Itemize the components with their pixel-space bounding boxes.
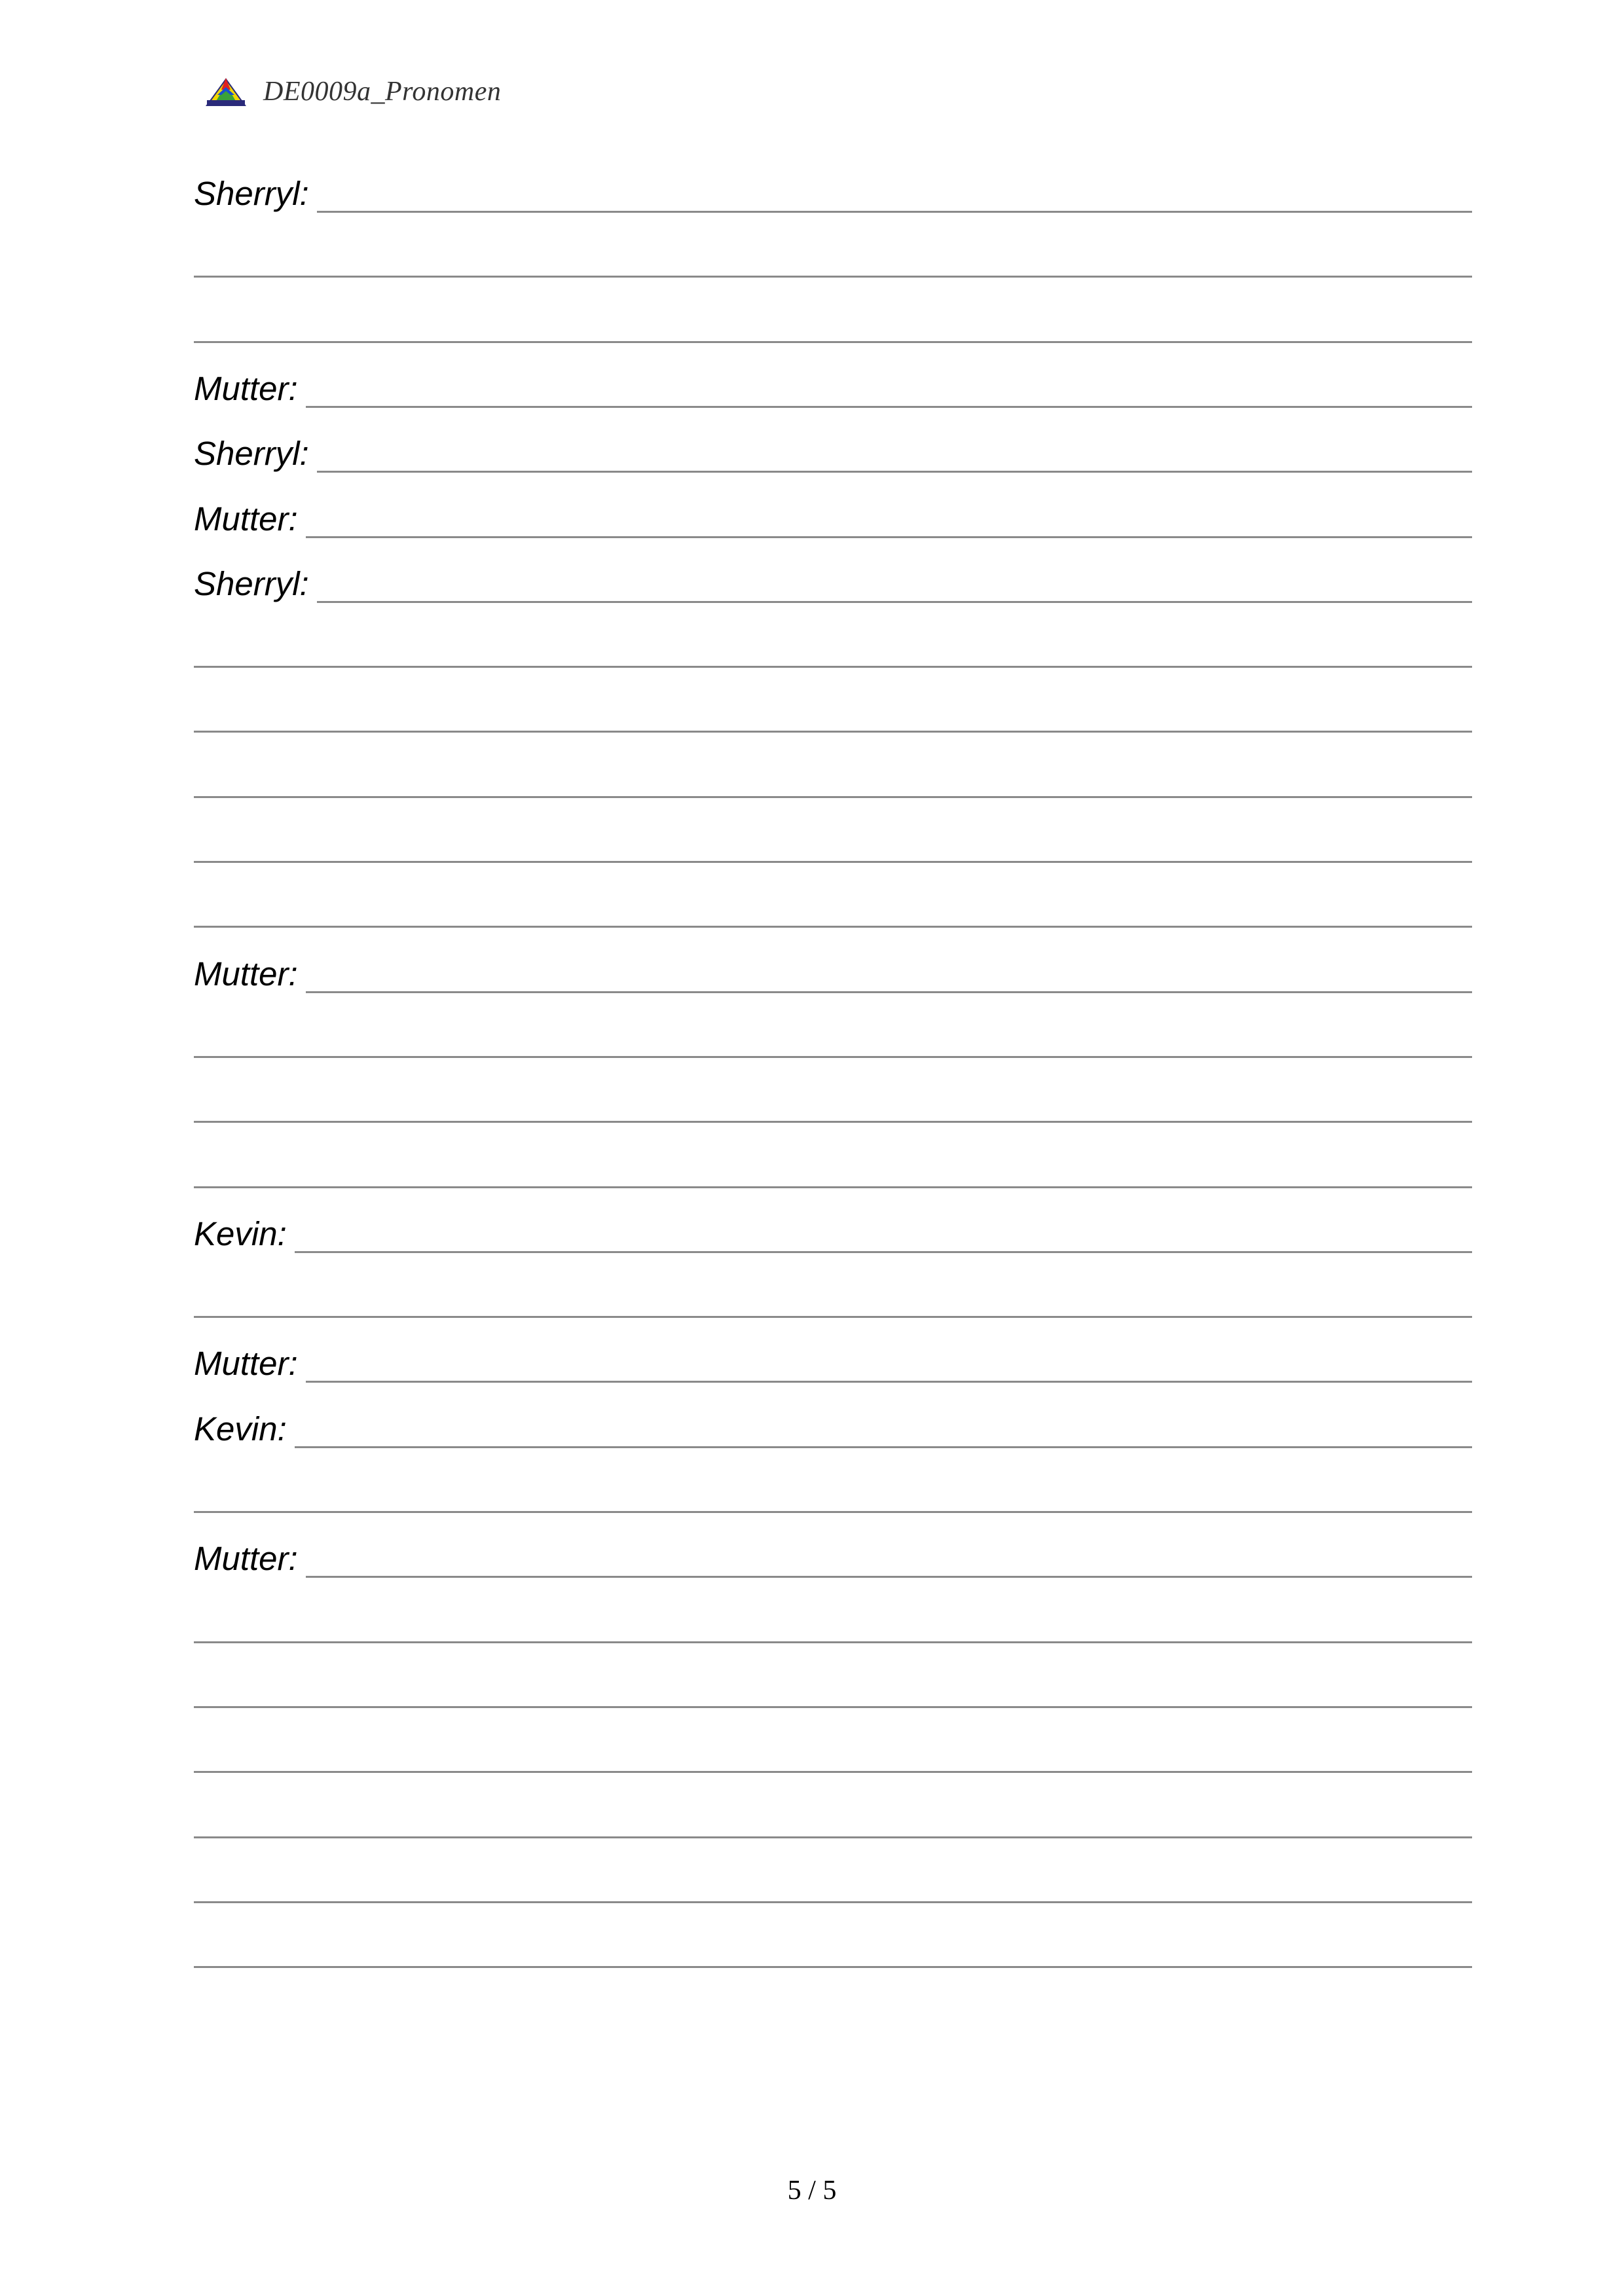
blank-line: [194, 291, 1472, 343]
blank-line: [194, 1006, 1472, 1058]
speaker-label: Kevin:: [194, 1215, 287, 1252]
mountain-logo-icon: [204, 75, 248, 108]
blank-line: [194, 1070, 1472, 1123]
speaker-line: [194, 1525, 1472, 1578]
blank-line: [194, 680, 1472, 733]
blank-line: [194, 1786, 1472, 1838]
answer-rule[interactable]: [295, 1251, 1472, 1253]
page-number: 5 / 5: [787, 2176, 837, 2206]
speaker-line: [194, 486, 1472, 538]
answer-rule[interactable]: [306, 406, 1472, 408]
blank-line: [194, 746, 1472, 798]
answer-rule[interactable]: [306, 991, 1472, 993]
speaker-label: Sherryl:: [194, 175, 309, 212]
document-title: DE0009a_Pronomen: [263, 77, 502, 107]
blank-line: [194, 225, 1472, 278]
answer-rule[interactable]: [306, 536, 1472, 538]
speaker-line: [194, 1330, 1472, 1383]
speaker-label: Sherryl:: [194, 565, 309, 602]
answer-rule[interactable]: [194, 1706, 1472, 1708]
speaker-line: [194, 1201, 1472, 1253]
answer-rule[interactable]: [194, 926, 1472, 928]
speaker-label: Mutter:: [194, 500, 298, 538]
speaker-line: [194, 355, 1472, 408]
answer-rule[interactable]: [194, 1316, 1472, 1318]
blank-line: [194, 1591, 1472, 1643]
speaker-line: [194, 160, 1472, 213]
answer-rule[interactable]: [194, 666, 1472, 668]
answer-rule[interactable]: [306, 1381, 1472, 1383]
blank-line: [194, 1656, 1472, 1708]
speaker-label: Mutter:: [194, 370, 298, 407]
page-header: [204, 73, 501, 110]
answer-rule[interactable]: [306, 1576, 1472, 1578]
answer-rule[interactable]: [194, 1641, 1472, 1643]
blank-line: [194, 1851, 1472, 1903]
answer-rule[interactable]: [295, 1446, 1472, 1448]
answer-rule[interactable]: [194, 276, 1472, 278]
answer-rule[interactable]: [194, 1901, 1472, 1903]
blank-line: [194, 1266, 1472, 1318]
answer-rule[interactable]: [194, 1056, 1472, 1058]
speaker-line: [194, 941, 1472, 993]
answer-rule[interactable]: [194, 796, 1472, 798]
blank-line: [194, 1721, 1472, 1773]
speaker-label: Mutter:: [194, 955, 298, 993]
answer-rule[interactable]: [317, 601, 1472, 603]
speaker-label: Kevin:: [194, 1410, 287, 1448]
speaker-label: Sherryl:: [194, 435, 309, 472]
answer-rule[interactable]: [194, 1121, 1472, 1123]
blank-line: [194, 615, 1472, 668]
speaker-label: Mutter:: [194, 1345, 298, 1382]
speaker-line: [194, 420, 1472, 473]
answer-rule[interactable]: [317, 471, 1472, 473]
answer-rule[interactable]: [194, 1966, 1472, 1968]
blank-line: [194, 1916, 1472, 1968]
blank-line: [194, 811, 1472, 863]
answer-rule[interactable]: [194, 731, 1472, 733]
speaker-line: [194, 551, 1472, 603]
blank-line: [194, 1136, 1472, 1188]
answer-rule[interactable]: [194, 861, 1472, 863]
blank-line: [194, 1461, 1472, 1513]
speaker-label: Mutter:: [194, 1540, 298, 1577]
answer-rule[interactable]: [194, 1186, 1472, 1188]
speaker-line: [194, 1396, 1472, 1448]
answer-rule[interactable]: [194, 341, 1472, 343]
answer-rule[interactable]: [317, 211, 1472, 213]
answer-rule[interactable]: [194, 1771, 1472, 1773]
blank-line: [194, 875, 1472, 928]
answer-rule[interactable]: [194, 1836, 1472, 1838]
answer-rule[interactable]: [194, 1511, 1472, 1513]
